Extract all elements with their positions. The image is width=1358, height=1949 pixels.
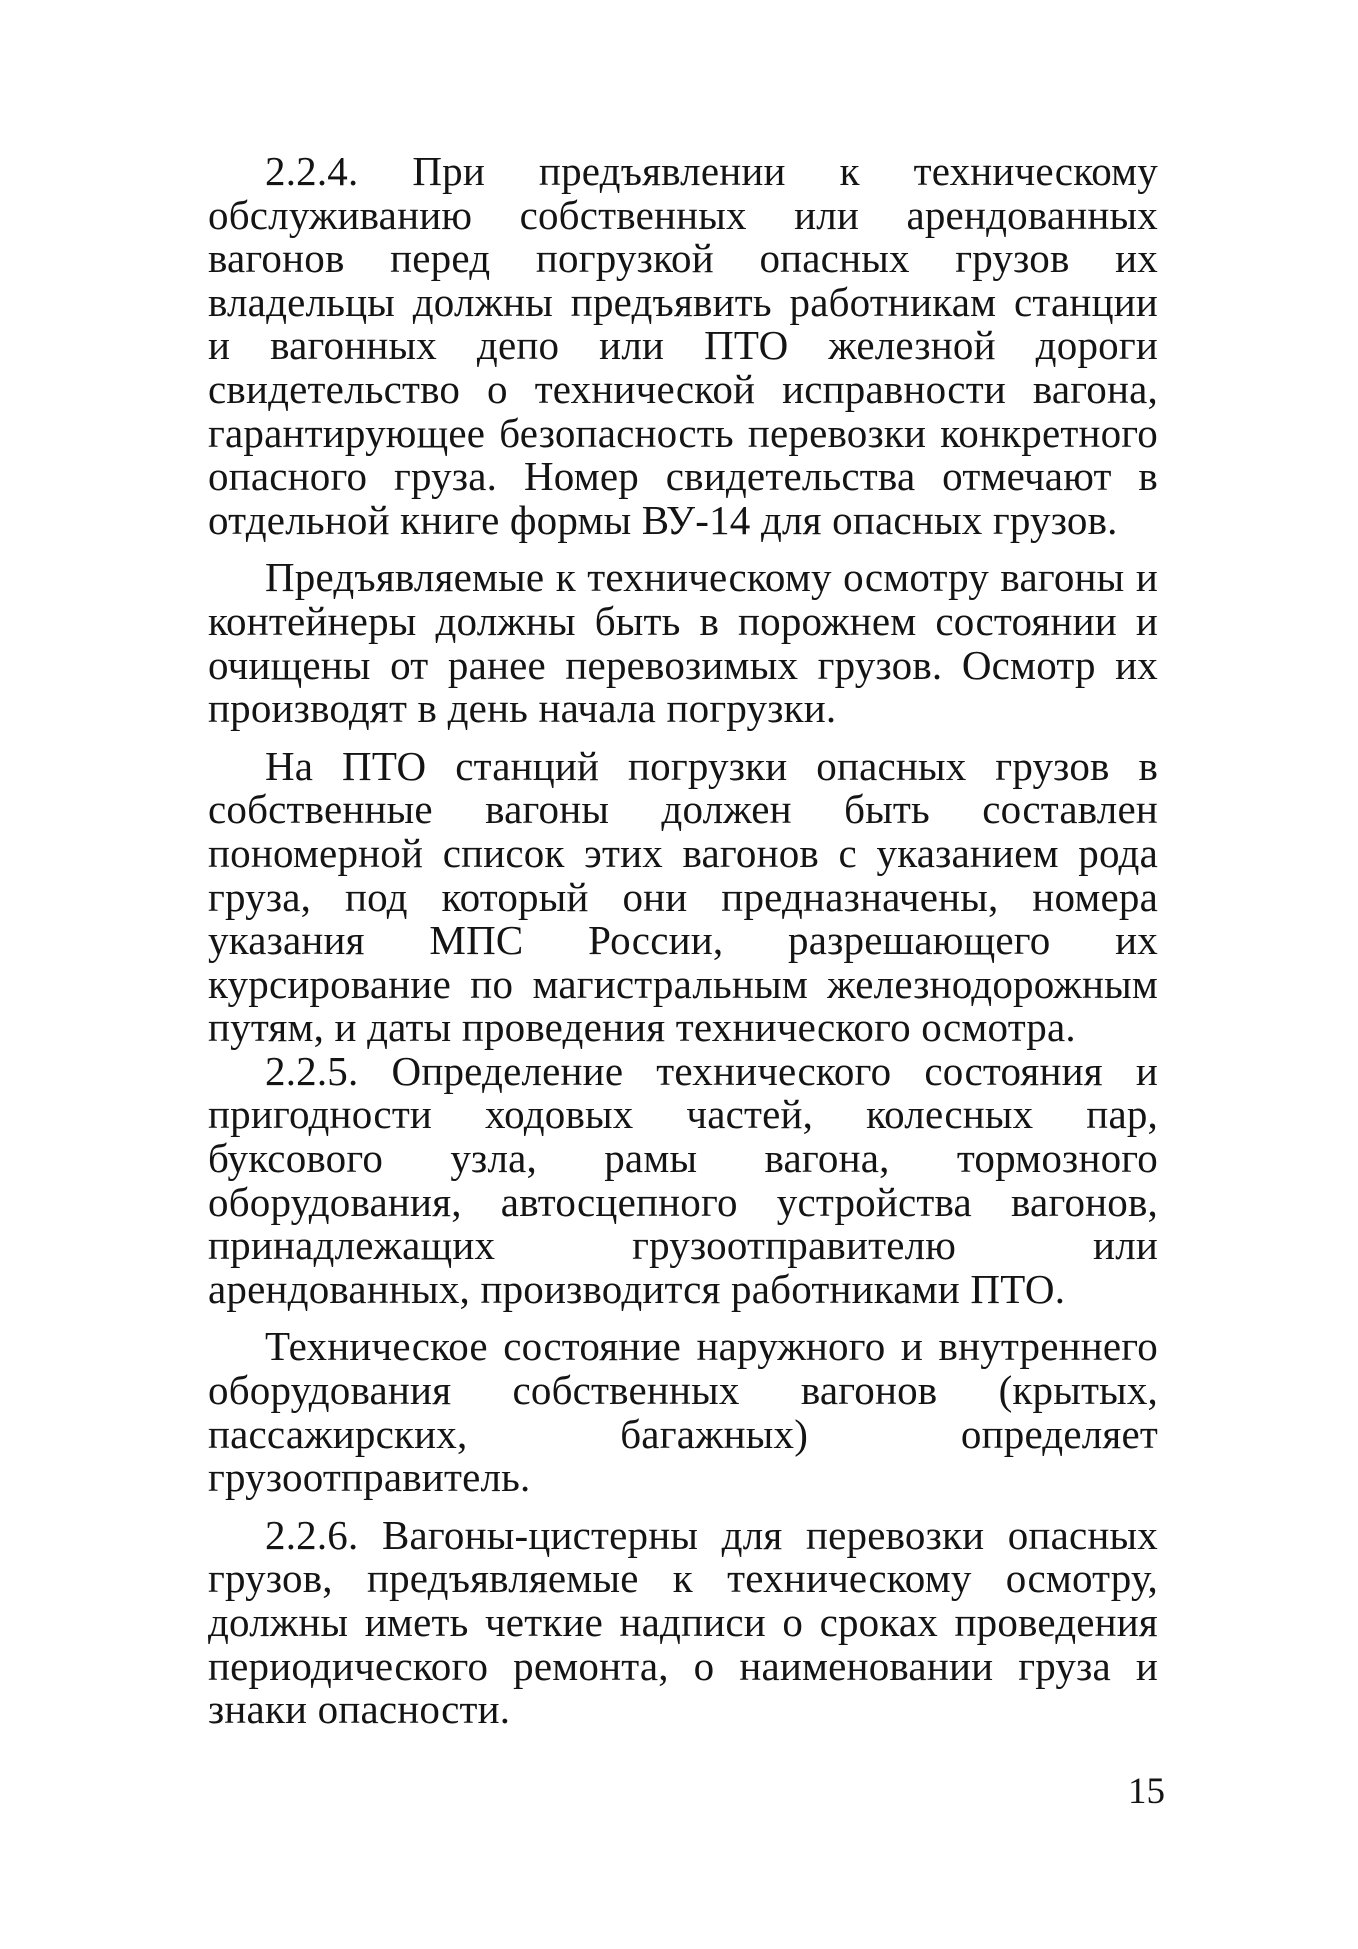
paragraph-wagon-list: На ПТО станций погрузки опасных грузов в собственные вагоны должен быть составлен пономерной список этих вагонов с указанием рода груза, под который они предназначены, номера указания МПС России, разрешающего их курсирование по магистральным железнодорожным путям, и даты проведения технического осмотра. (208, 742, 1158, 1051)
paragraph-2-2-6: 2.2.6. Вагоны-цистерны для перевозки опасных грузов, предъявляемые к техническому осмотру, должны иметь четкие надписи о сроках проведения периодического ремонта, о наименовании груза и знаки опасности. (208, 1511, 1158, 1733)
paragraph-2-2-4: 2.2.4. При предъявлении к техническому обслуживанию собственных или арендованных вагонов перед погрузкой опасных грузов их владельцы должны предъявить работникам станции и вагонных депо или ПТО железной дороги свидетельство о технической исправности вагона, гарантирующее безопасность перевозки конкретного опасного груза. Номер свидетельства отмечают в отдельной книге формы ВУ-14 для опасных грузов. (208, 148, 1158, 543)
page-number: 15 (1128, 1771, 1165, 1812)
paragraph-inspection-condition: Предъявляемые к техническому осмотру вагоны и контейнеры должны быть в порожнем состоянии и очищены от ранее перевозимых грузов. Осмотр их производят в день начала погрузки. (208, 554, 1158, 732)
paragraph-equipment-condition: Техническое состояние наружного и внутреннего оборудования собственных вагонов (крытых, пассажирских, багажных) определяет грузоотправитель. (208, 1323, 1158, 1501)
body-text (208, 150, 1158, 1732)
paragraph-2-2-5: 2.2.5. Определение технического состояния и пригодности ходовых частей, колесных пар, буксового узла, рамы вагона, тормозного оборудования, автосцепного устройства вагонов, принадлежащих грузоотправителю или арендованных, производится работниками ПТО. (208, 1047, 1158, 1312)
